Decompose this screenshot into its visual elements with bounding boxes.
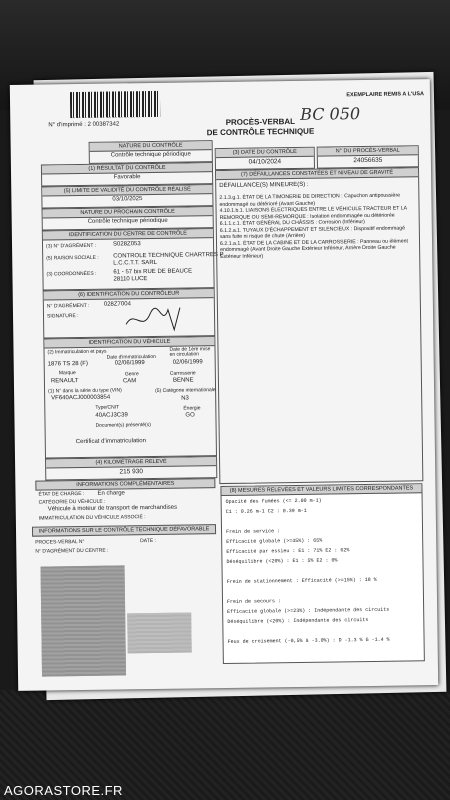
inspection-report bbox=[10, 79, 438, 691]
info-header: INFORMATIONS COMPLÉMENTAIRES bbox=[35, 478, 215, 491]
next-control-header: NATURE DU PROCHAIN CONTRÔLE bbox=[43, 207, 213, 218]
date-value: 04/10/2024 bbox=[248, 158, 282, 166]
brand-value: RENAULT bbox=[50, 378, 79, 385]
energy-label: Énergie bbox=[183, 405, 201, 412]
center-address-label: (3) COORDONNÉES : bbox=[46, 270, 97, 278]
genre-label: Genre bbox=[124, 371, 139, 378]
unfavorable-date-label: DATE : bbox=[140, 537, 156, 545]
next-control-box bbox=[42, 206, 214, 230]
inspector-header: (6) IDENTIFICATION DU CONTRÔLEUR bbox=[44, 289, 214, 300]
result-header: (1) RÉSULTAT DU CONTRÔLE bbox=[42, 163, 212, 174]
load-state-value: En charge bbox=[97, 490, 125, 497]
vehicle-category-value: Véhicule à moteur de transport de marchandises bbox=[47, 504, 178, 513]
measurement-line: Efficacité globale (>=45%) : 65% bbox=[226, 537, 323, 545]
defect-line: Extérieur Inférieur) bbox=[220, 252, 264, 260]
measurement-line: C1 : 0.26 m-1 C2 : 0.39 m-1 bbox=[225, 507, 307, 515]
validity-value: 03/10/2025 bbox=[112, 196, 143, 203]
date-header: (3) DATE DU CONTRÔLE bbox=[216, 148, 314, 158]
document-value: Certificat d'immatriculation bbox=[75, 438, 146, 446]
category-label: (5) Catégorie internationale bbox=[155, 387, 216, 394]
center-name-value-2: L.C.C.T.T. SARL bbox=[113, 259, 158, 267]
vin-label: (1) N° dans la série du type (VIN) bbox=[48, 387, 122, 395]
measurement-line: Opacité des fumées (<= 2.00 m-1) bbox=[225, 497, 322, 505]
category-value: N3 bbox=[181, 395, 189, 402]
pv-header: N° DU PROCÈS-VERBAL bbox=[318, 146, 418, 156]
copy-label: EXEMPLAIRE REMIS A L'USA bbox=[346, 91, 425, 99]
print-number: N° d'imprimé : 2 00387342 bbox=[48, 121, 120, 129]
registration-date-value: 02/06/1999 bbox=[114, 360, 145, 367]
registration-label: (2) Immatriculation et pays bbox=[47, 348, 107, 356]
center-address-value-2: 28110 LUCE bbox=[113, 276, 148, 283]
defect-line: 4.10.1.b.1. LIAISONS ÉLECTRIQUES ENTRE LE VÉHICULE TRACTEUR ET LA bbox=[219, 205, 408, 215]
date-box bbox=[215, 147, 315, 170]
center-box bbox=[42, 228, 224, 290]
defect-line: 6.1.1.c.1. ÉTAT GÉNÉRAL DU CHÂSSIS : Corrosion (Inférieur) bbox=[219, 219, 365, 228]
result-value: Favorable bbox=[113, 174, 141, 181]
defects-box bbox=[215, 167, 423, 484]
unfavorable-box bbox=[32, 524, 216, 563]
vehicle-box bbox=[43, 336, 217, 458]
defects-header: (7) DÉFAILLANCES CONSTATÉES ET NIVEAU DE GRAVITÉ bbox=[216, 168, 418, 180]
center-agrement-label: (3) N° D'AGRÉMENT : bbox=[46, 242, 97, 250]
measurement-line: Frein de secours : bbox=[226, 598, 282, 605]
defect-line: 6.2.1.a.1. ÉTAT DE LA CABINE ET DE LA CARROSSERIE : Panneau ou élément bbox=[219, 237, 408, 247]
type-value: 40ACJ3C39 bbox=[95, 412, 128, 419]
center-name-value: CONTROLE TECHNIQUE CHARTRES P bbox=[113, 251, 224, 260]
measurements-header: (8) MESURES RELEVÉES ET VALEURS LIMITES CORRESPONDANTES bbox=[221, 484, 421, 496]
vehicle-category-label: CATÉGORIE DU VÉHICULE : bbox=[38, 498, 106, 506]
mileage-value: 215 930 bbox=[119, 468, 144, 476]
handwritten-note: BC 050 bbox=[300, 104, 361, 124]
measurement-line: Déséquilibre (<20%) : E1 : 5% E2 : 0% bbox=[226, 557, 338, 565]
nature-header: NATURE DU CONTRÔLE bbox=[90, 141, 212, 152]
defect-list bbox=[219, 192, 408, 260]
redacted-stamp bbox=[41, 565, 127, 676]
watermark: AGORASTORE.FR bbox=[4, 783, 123, 798]
title-line-1: PROCÈS-VERBAL bbox=[225, 116, 296, 127]
body-value: BENNE bbox=[172, 377, 194, 384]
center-address-value: 61 - 57 bis RUE DE BEAUCE bbox=[113, 268, 193, 276]
nature-box bbox=[89, 140, 213, 164]
minor-defects-label: DÉFAILLANCE(S) MINEURE(S) : bbox=[219, 181, 309, 190]
measurement-line: Déséquilibre (<20%) : Indépendante des circuits bbox=[227, 617, 369, 625]
associated-vehicle-label: IMMATRICULATION DU VÉHICULE ASSOCIÉ : bbox=[38, 514, 146, 522]
signature bbox=[124, 303, 194, 334]
inspector-agrement-value: 028Z7004 bbox=[103, 301, 131, 308]
barcode bbox=[70, 91, 160, 118]
measurement-line: Frein de stationnement : Efficacité (>=15%) : 18 % bbox=[226, 576, 377, 585]
center-header: IDENTIFICATION DU CENTRE DE CONTRÔLE bbox=[43, 229, 213, 240]
energy-value: GO bbox=[185, 412, 195, 419]
defect-line: 6.1.2.a.1. TUYAUX D'ÉCHAPPEMENT ET SILENCIEUX : Dispositif endommagé bbox=[219, 224, 405, 234]
unfavorable-agrement-label: N° D'AGRÉMENT DU CENTRE : bbox=[35, 547, 109, 555]
body-label: Carrosserie bbox=[169, 370, 196, 377]
vin-value: VF640ACJ000003854 bbox=[51, 394, 111, 402]
brand-label: Marque bbox=[58, 370, 76, 377]
defect-line: sans fuite ni risque de chute (Arrière) bbox=[219, 232, 306, 241]
pv-box bbox=[317, 145, 419, 168]
type-label: Type/CNIT bbox=[95, 404, 120, 411]
defect-line: endommagé ou détérioré (Avant Gauche) bbox=[219, 200, 316, 208]
center-agrement-value: S028Z053 bbox=[112, 241, 141, 248]
center-name-label: (5) RAISON SOCIALE : bbox=[46, 254, 99, 262]
measurement-line: Feux de croisement (-0,5% à -3.0%) : D -1.3 % G -1.4 % bbox=[227, 636, 390, 645]
measurements-box bbox=[220, 483, 424, 664]
document-label: Document(s) présenté(s) bbox=[95, 422, 151, 429]
inspector-agrement-label: N° D'AGRÉMENT : bbox=[46, 302, 90, 310]
registration-date-label: Date d'immatriculation bbox=[106, 353, 156, 361]
measurement-line: Efficacité globale (>=23%) : Indépendante des circuits bbox=[227, 606, 390, 615]
redacted-stamp-2 bbox=[127, 612, 192, 653]
mileage-header: (4) KILOMÉTRAGE RELEVÉ bbox=[46, 457, 216, 468]
defect-line: endommagé (Avant Droite Gauche Extérieur Inférieur, Arrière Droite Gauche bbox=[220, 244, 396, 254]
next-control-value: Contrôle technique périodique bbox=[87, 217, 168, 225]
info-box bbox=[35, 478, 216, 525]
inspector-box bbox=[43, 288, 216, 338]
first-circulation-value: 02/06/1999 bbox=[172, 359, 203, 366]
defect-line: 2.1.3.g.1. ÉTAT DE LA TIMONERIE DE DIRECTION : Capuchon antipoussière bbox=[219, 192, 401, 202]
first-circulation-label: Date de 1ère mise en circulation bbox=[169, 346, 211, 358]
measurement-list bbox=[222, 496, 422, 645]
validity-header: (5) LIMITE DE VALIDITÉ DU CONTRÔLE RÉALISÉ bbox=[42, 185, 212, 196]
signature-label: SIGNATURE : bbox=[46, 313, 79, 320]
load-state-label: ÉTAT DE CHARGE : bbox=[38, 490, 85, 498]
unfavorable-header: INFORMATIONS SUR LE CONTRÔLE TECHNIQUE DÉFAVORABLE bbox=[32, 524, 216, 537]
registration-value: 1876 TS 28 (F) bbox=[47, 360, 88, 368]
mileage-box bbox=[45, 456, 217, 480]
unfavorable-pv-label: PROCES-VERBAL N° bbox=[35, 538, 85, 546]
result-box bbox=[41, 162, 213, 186]
validity-box bbox=[41, 184, 213, 208]
measurement-line: Efficacité par essieu : E1 : 71% E2 : 62% bbox=[226, 547, 350, 555]
title-line-2: DE CONTRÔLE TECHNIQUE bbox=[206, 126, 315, 138]
nature-value: Contrôle technique périodique bbox=[110, 151, 191, 159]
defect-line: REMORQUE OU SEMI-REMORQUE : Isolation endommagée ou détériorée bbox=[219, 212, 395, 221]
measurement-line: Frein de service : bbox=[226, 528, 281, 535]
vehicle-header: IDENTIFICATION DU VÉHICULE bbox=[44, 337, 214, 348]
genre-value: CAM bbox=[122, 378, 137, 385]
pv-value: 24056635 bbox=[353, 156, 383, 165]
